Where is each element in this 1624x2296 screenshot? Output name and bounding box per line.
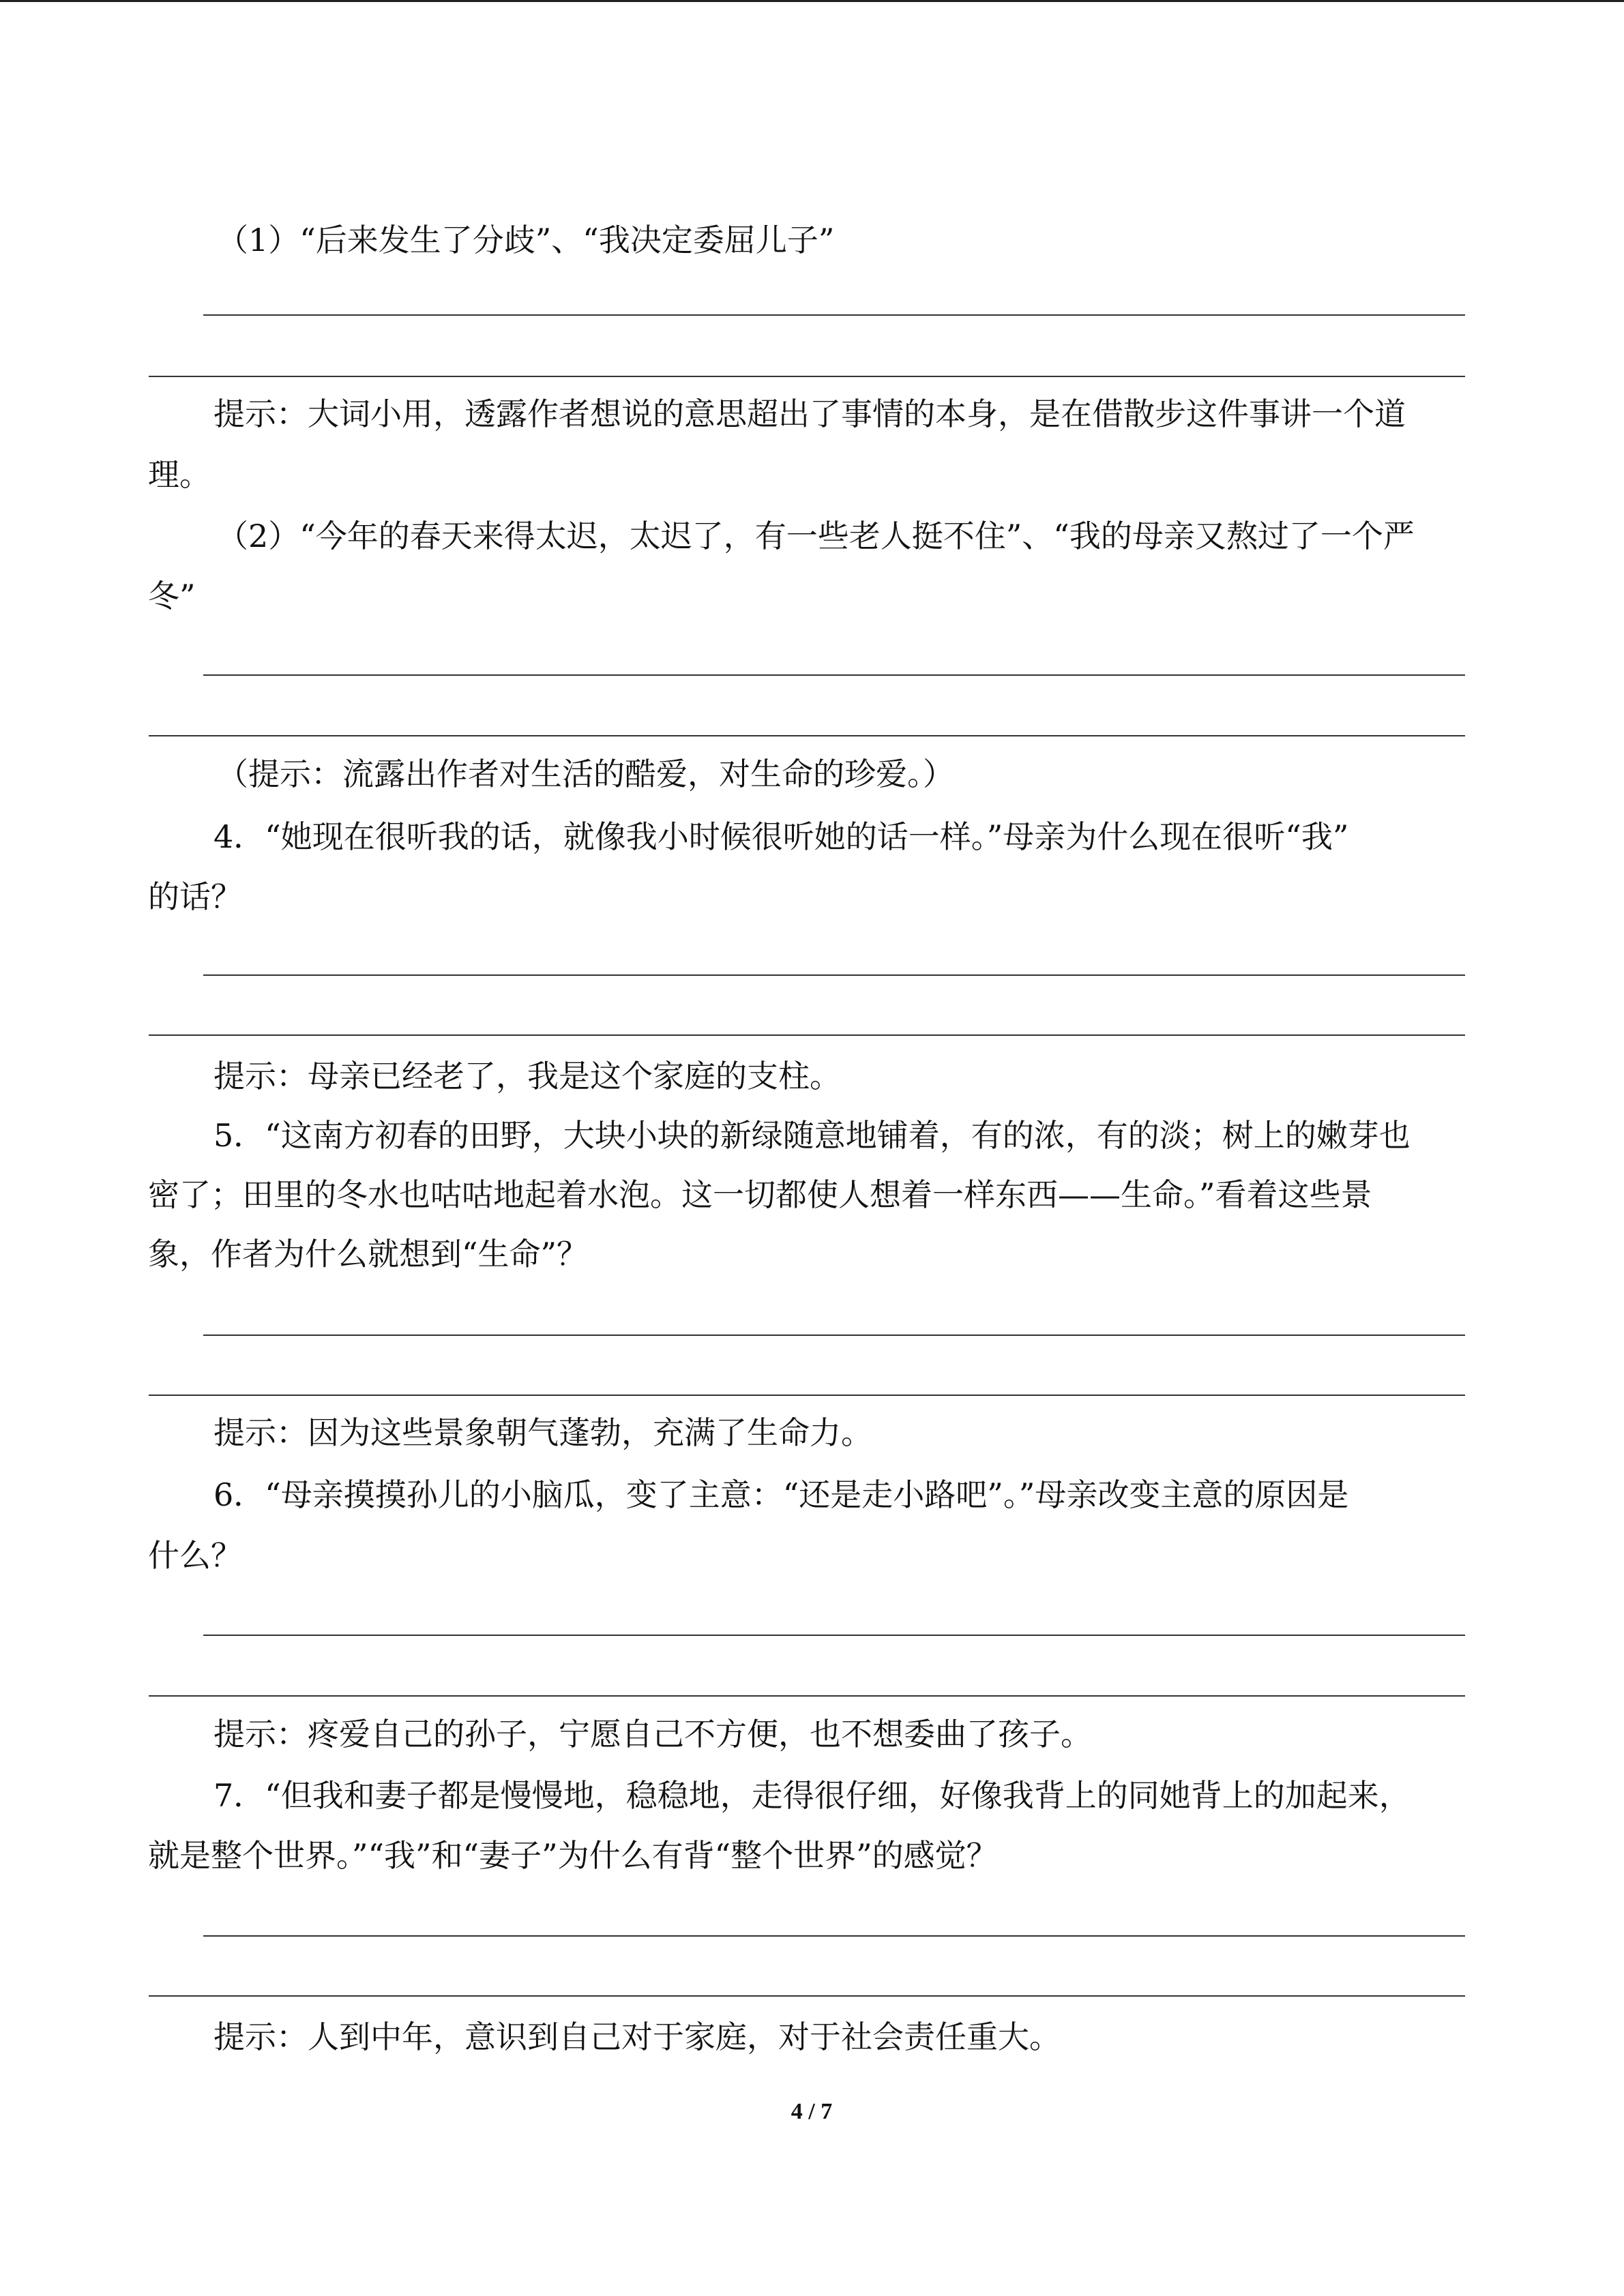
answer-line[interactable] [203, 1635, 1465, 1636]
question-5-line2: 密了；田里的冬水也咕咕地起着水泡。这一切都使人想着一样东西——生命。”看着这些景 [148, 1176, 1372, 1213]
question-5-hint: 提示：因为这些景象朝气蓬勃，充满了生命力。 [213, 1414, 872, 1451]
question-6-hint: 提示：疼爱自己的孙子，宁愿自己不方便，也不想委曲了孩子。 [213, 1716, 1092, 1753]
answer-line[interactable] [203, 674, 1465, 676]
answer-line[interactable] [203, 1335, 1465, 1336]
question-6-line2: 什么？ [148, 1537, 242, 1574]
answer-line[interactable] [149, 1395, 1465, 1396]
answer-line[interactable] [203, 1935, 1465, 1937]
subquestion-2-text-line2: 冬” [148, 578, 196, 614]
answer-line[interactable] [149, 376, 1465, 377]
question-4-line2: 的话？ [148, 878, 242, 915]
top-border-line [0, 0, 1624, 2]
answer-line[interactable] [203, 974, 1465, 976]
page-number: 4 / 7 [791, 2099, 833, 2124]
subquestion-2-hint: （提示：流露出作者对生活的酷爱，对生命的珍爱。） [217, 756, 954, 792]
answer-line[interactable] [203, 314, 1465, 316]
answer-line[interactable] [149, 1695, 1465, 1697]
question-7-line1: 7．“但我和妻子都是慢慢地，稳稳地，走得很仔细，好像我背上的同她背上的加起来， [213, 1777, 1411, 1814]
answer-line[interactable] [149, 1995, 1465, 1997]
answer-line[interactable] [149, 1034, 1465, 1036]
question-7-line2: 就是整个世界。”“我”和“妻子”为什么有背“整个世界”的感觉？ [148, 1837, 998, 1874]
question-7-hint: 提示：人到中年，意识到自己对于家庭，对于社会责任重大。 [213, 2018, 1061, 2055]
subquestion-1-hint-line2: 理。 [148, 456, 211, 493]
answer-line[interactable] [149, 735, 1465, 736]
question-5-line3: 象，作者为什么就想到“生命”？ [148, 1236, 589, 1272]
question-4-line1: 4．“她现在很听我的话，就像我小时候很听她的话一样。”母亲为什么现在很听“我” [213, 818, 1349, 855]
question-6-line1: 6．“母亲摸摸孙儿的小脑瓜，变了主意：“还是走小路吧”。”母亲改变主意的原因是 [213, 1476, 1349, 1513]
question-5-line1: 5．“这南方初春的田野，大块小块的新绿随意地铺着，有的浓，有的淡；树上的嫩芽也 [213, 1117, 1411, 1154]
question-4-hint: 提示：母亲已经老了，我是这个家庭的支柱。 [213, 1058, 841, 1094]
subquestion-1-text: （1）“后来发生了分歧”、“我决定委屈儿子” [217, 222, 835, 258]
subquestion-2-text-line1: （2）“今年的春天来得太迟，太迟了，有一些老人挺不住”、“我的母亲又熬过了一个严 [217, 518, 1415, 554]
subquestion-1-hint-line1: 提示：大词小用，透露作者想说的意思超出了事情的本身，是在借散步这件事讲一个道 [213, 396, 1406, 432]
